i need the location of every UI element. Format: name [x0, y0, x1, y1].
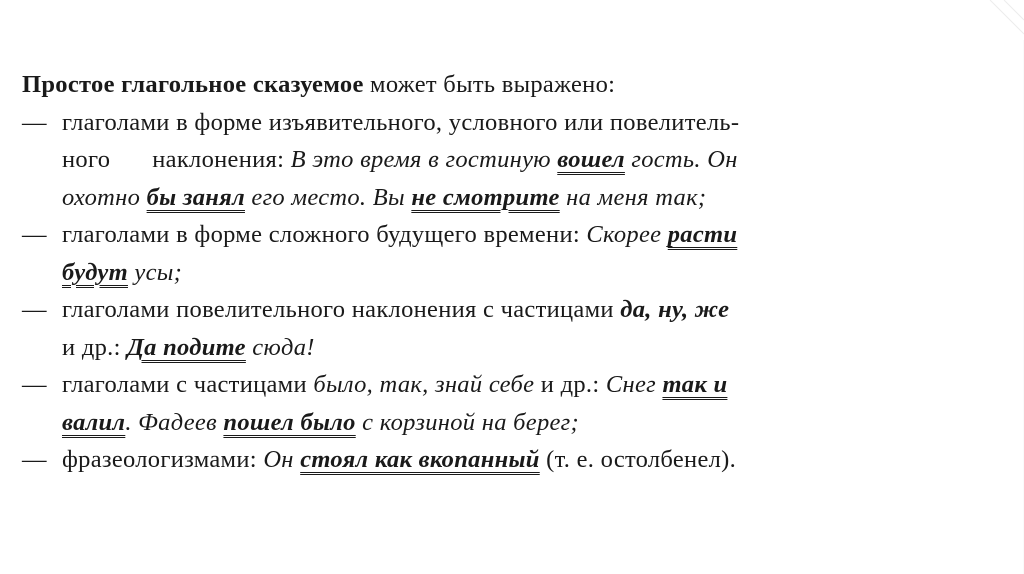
slide-text	[22, 66, 982, 479]
predicate: вошел	[557, 146, 625, 173]
list-item-continuation	[22, 329, 982, 367]
example-text: . Фадеев	[125, 408, 224, 436]
heading-line	[22, 66, 982, 104]
example-text: сюда!	[245, 333, 315, 361]
item-intro-cont2: наклонения:	[152, 146, 291, 173]
list-item-continuation	[22, 254, 982, 292]
predicate: будут	[62, 258, 128, 286]
list-item	[22, 291, 982, 329]
example-text: его место. Вы	[244, 183, 412, 211]
dash-marker: —	[22, 108, 47, 136]
list-item	[22, 366, 982, 404]
item-intro: фразеологизмами:	[62, 446, 264, 473]
predicate: Да подите	[127, 333, 246, 361]
list-item-continuation	[22, 141, 982, 179]
item-mid: и др.:	[534, 371, 606, 398]
item-tail: (т. е. остолбенел).	[539, 446, 737, 473]
example-text: Он	[263, 446, 301, 473]
item-intro: глаголами в форме изъявительного, условного или повелитель-	[62, 108, 740, 136]
item-intro: глаголами повелительного наклонения с частицами	[62, 296, 621, 323]
particles: да, ну, же	[620, 296, 730, 323]
predicate: пошел было	[223, 408, 356, 436]
heading-rest: может быть выражено:	[363, 71, 616, 98]
example-text: В это время в гостиную	[290, 146, 558, 173]
list-item-continuation	[22, 404, 982, 442]
predicate: валил	[62, 408, 126, 436]
list-item-continuation	[22, 179, 982, 217]
example-text: Снег	[605, 371, 663, 398]
dash-marker: —	[22, 371, 47, 398]
predicate: стоял как вкопанный	[300, 446, 540, 473]
predicate: не смотрите	[411, 183, 560, 211]
particles: было, так, знай себе	[313, 371, 535, 398]
item-intro: глаголами с частицами	[62, 371, 314, 398]
heading-bold: Простое глагольное сказуемое	[22, 71, 364, 98]
example-text: гость. Он	[624, 146, 738, 173]
predicate: бы занял	[146, 183, 245, 211]
example-text: на меня так;	[559, 183, 707, 211]
dash-marker: —	[22, 296, 47, 323]
list-item	[22, 104, 982, 142]
example-text: усы;	[127, 258, 183, 286]
item-intro-cont: ного	[62, 146, 111, 173]
example-text: с корзиной на берег;	[355, 408, 580, 436]
item-cont: и др.:	[62, 333, 128, 361]
dash-marker: —	[22, 446, 47, 473]
list-item	[22, 216, 982, 254]
predicate: так и	[662, 371, 728, 398]
dash-marker: —	[22, 221, 47, 248]
example-text: охотно	[62, 183, 147, 211]
predicate: расти	[667, 221, 738, 248]
list-item	[22, 441, 982, 479]
item-intro: глаголами в форме сложного будущего времени:	[62, 221, 587, 248]
example-text: Скорее	[586, 221, 668, 248]
